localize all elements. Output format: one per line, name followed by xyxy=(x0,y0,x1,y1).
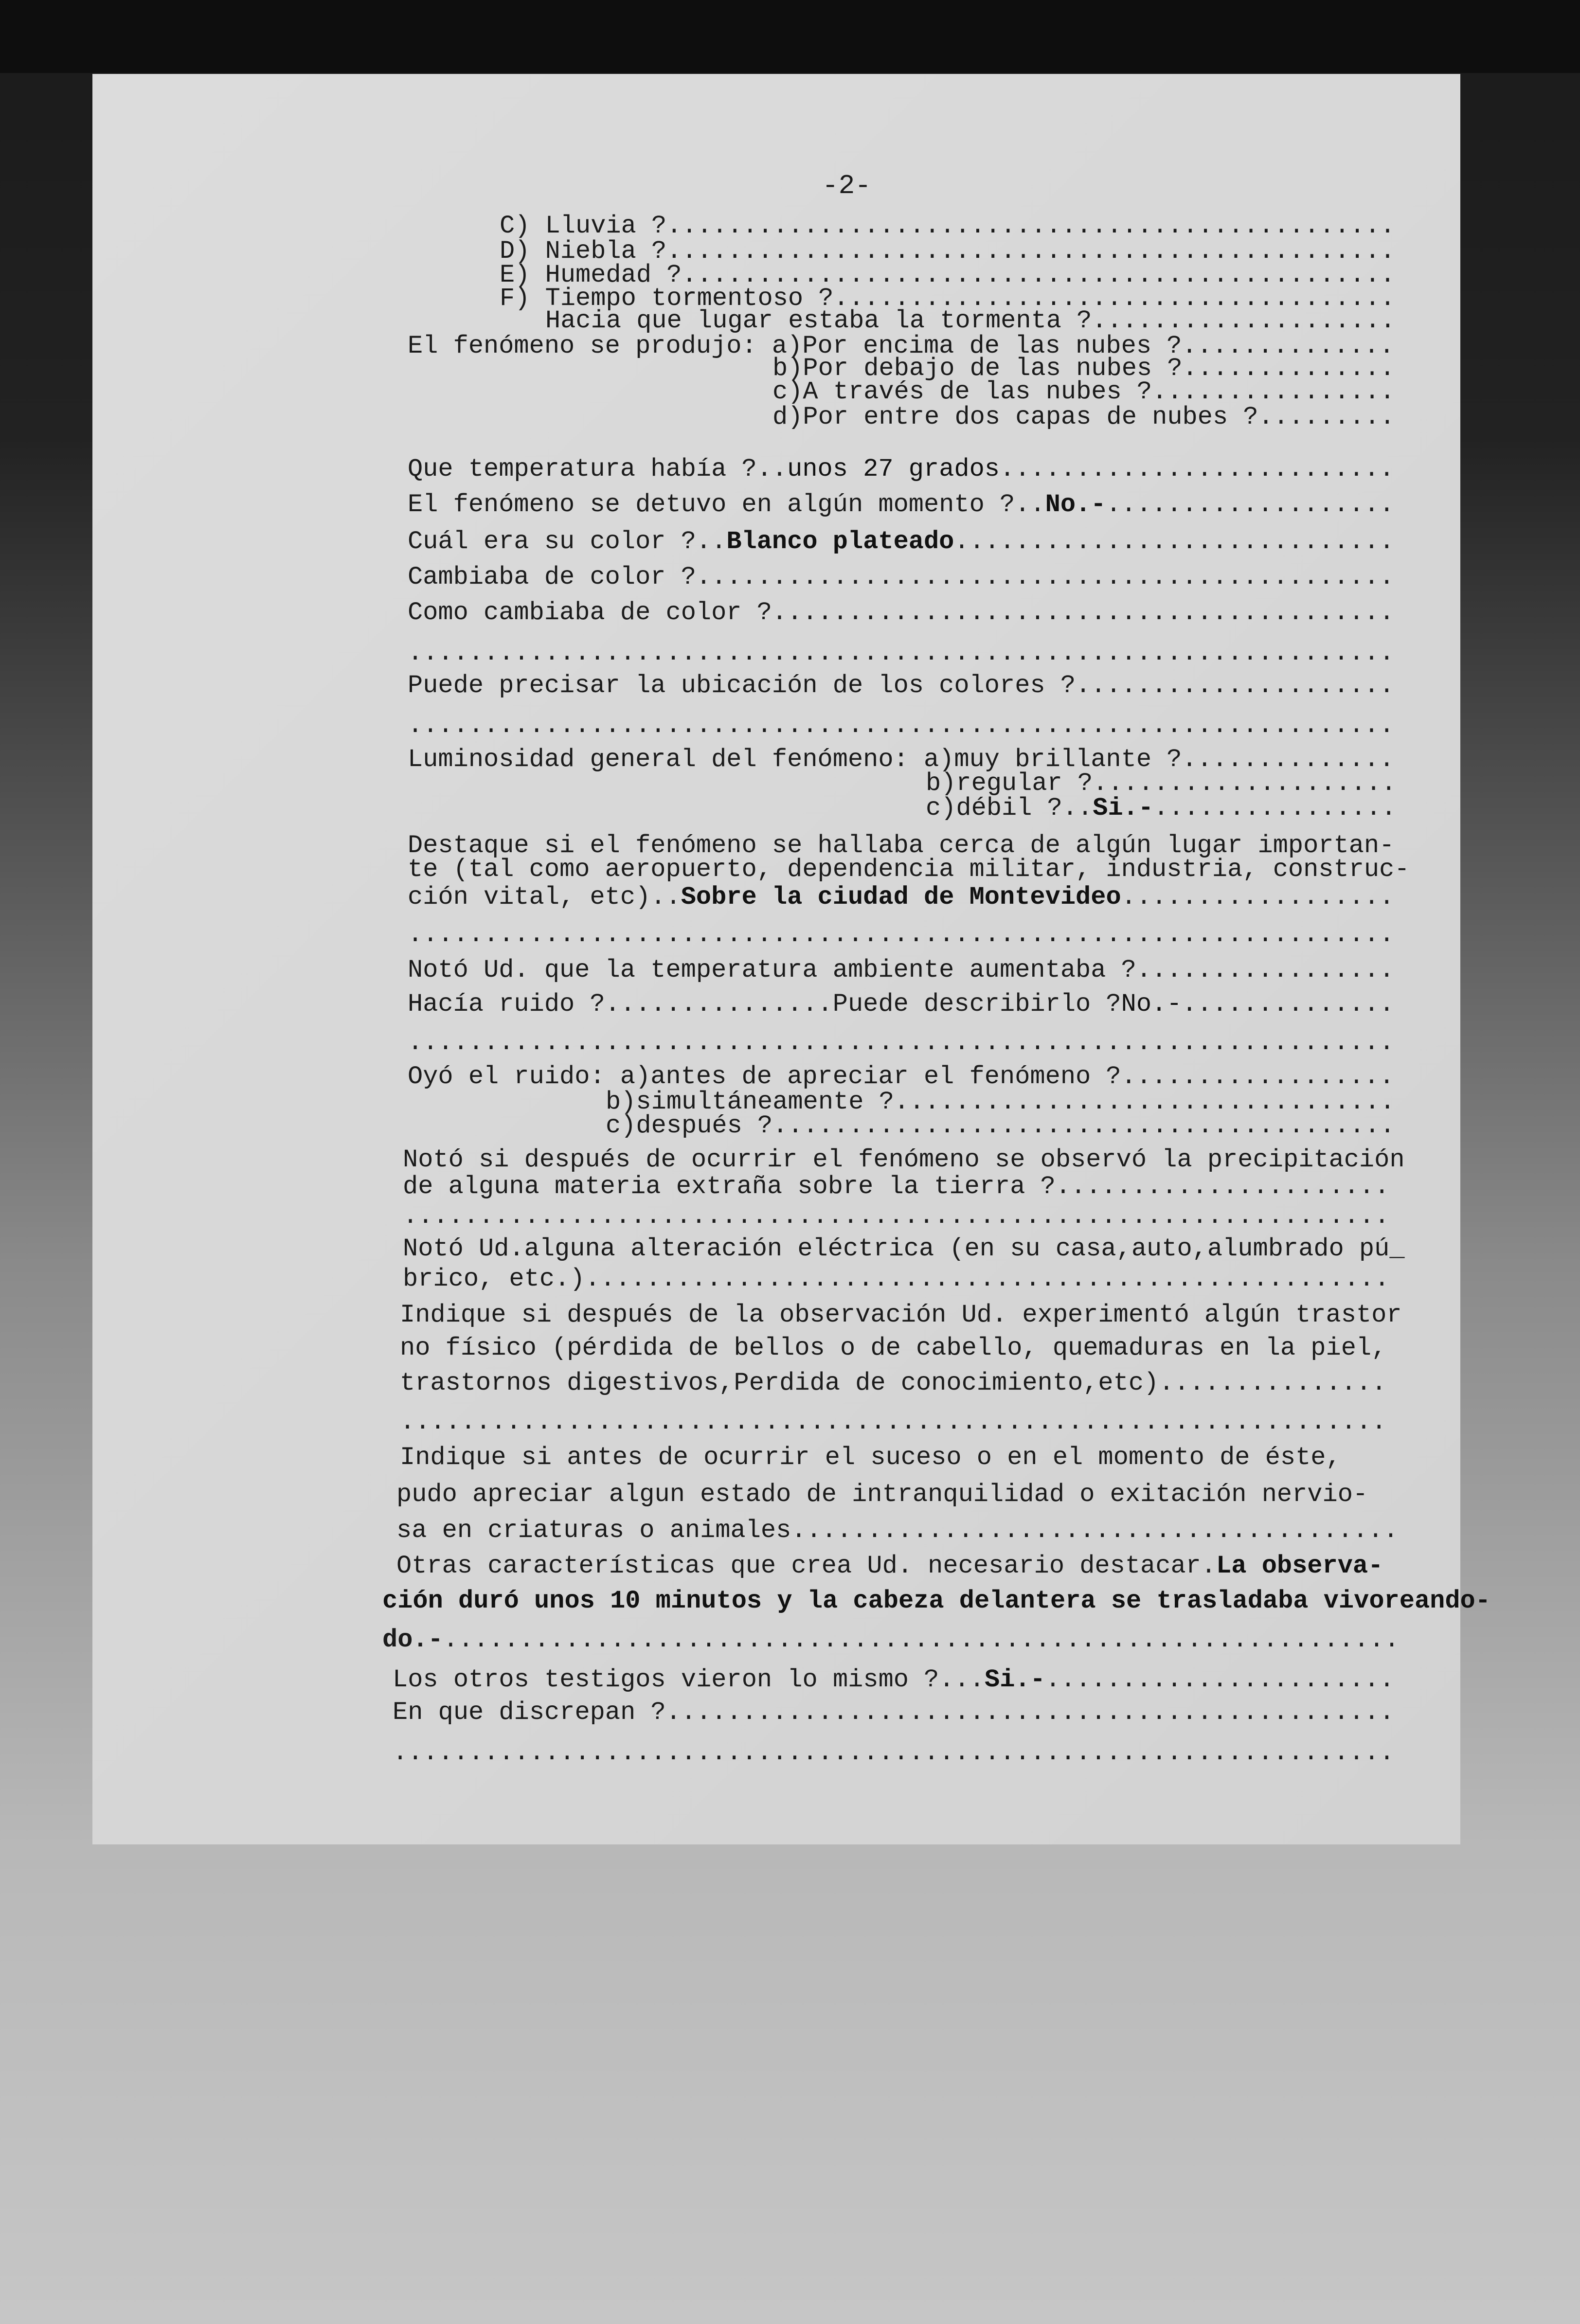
question-electrica-cont: brico, etc.) ..... xyxy=(403,1265,1393,1294)
answer-testigos: Si.- xyxy=(985,1665,1045,1694)
answer-otras: La observa- xyxy=(1216,1552,1383,1580)
answer-se-detuvo: No.- xyxy=(1045,490,1106,519)
question-discrepan: En que discrepan ? ..... xyxy=(393,1698,1393,1727)
answer-otras-end-line: do.- ..... xyxy=(382,1626,1393,1655)
question-animales-cont: pudo apreciar algun estado de intranquilidad o exitación nervio- xyxy=(396,1480,1368,1509)
answer-ruido: No.- xyxy=(1121,990,1182,1019)
answer-color: Blanco plateado xyxy=(726,527,954,556)
question-temperatura-ambiente: Notó Ud. que la temperatura ambiente aumentaba ? ..... xyxy=(408,956,1393,985)
answer-otras-cont: ción duró unos 10 minutos y la cabeza delantera se trasladaba vivoreando- xyxy=(382,1587,1490,1615)
page-number: -2- xyxy=(822,170,871,201)
dotted-line xyxy=(408,920,1393,949)
dotted-line xyxy=(408,711,1393,740)
question-temperatura: Que temperatura había ?.. unos 27 grados ..... xyxy=(408,455,1393,484)
answer-debil: Si.- xyxy=(1093,794,1154,822)
question-hacia-tormenta: Hacia que lugar estaba la tormenta ? ..... xyxy=(545,306,1393,336)
question-se-detuvo: El fenómeno se detuvo en algún momento ?.. No.- ..... xyxy=(408,490,1393,519)
question-ruido: Hacía ruido ?...............Puede describirlo ? No.- ..... xyxy=(408,990,1393,1019)
question-animales: Indique si antes de ocurrir el suceso o en el momento de éste, xyxy=(400,1443,1341,1472)
option-debil: c)débil ?.. Si.- ..... xyxy=(926,794,1393,823)
question-trastorno: Indique si después de la observación Ud. experimentó algún trastor xyxy=(400,1301,1402,1329)
question-destaque-end: ción vital, etc).. Sobre la ciudad de Montevideo ..... xyxy=(408,883,1393,912)
option-despues: c)después ? ..... xyxy=(606,1111,1393,1141)
option-traves-nubes: c)A través de las nubes ? ..... xyxy=(772,377,1393,407)
dotted-line xyxy=(400,1408,1385,1437)
question-cambiaba-color: Cambiaba de color ? ..... xyxy=(408,563,1393,592)
question-electrica: Notó Ud.alguna alteración eléctrica (en su casa,auto,alumbrado pú_ xyxy=(403,1234,1405,1263)
question-destaque-cont: te (tal como aeropuerto, dependencia militar, industria, construc- xyxy=(408,855,1410,884)
dotted-line xyxy=(403,1202,1393,1231)
option-simultaneamente: b)simultáneamente ? ..... xyxy=(606,1088,1393,1117)
question-lluvia: C) Lluvia ? ..... xyxy=(500,212,1393,241)
dotted-line xyxy=(408,639,1393,668)
question-testigos: Los otros testigos vieron lo mismo ?... Si.- ..... xyxy=(393,1665,1393,1695)
question-precipitacion-cont: de alguna materia extraña sobre la tierra ? ..... xyxy=(403,1172,1393,1201)
question-tiempo-tormentoso: F) Tiempo tormentoso ? ..... xyxy=(500,284,1393,313)
option-regular: b)regular ? ..... xyxy=(926,769,1393,798)
question-color: Cuál era su color ?.. Blanco plateado ..... xyxy=(408,527,1393,556)
question-precipitacion: Notó si después de ocurrir el fenómeno se observó la precipitación xyxy=(403,1145,1405,1174)
option-entre-capas: d)Por entre dos capas de nubes ? ..... xyxy=(772,403,1393,432)
question-oyo-ruido: Oyó el ruido: a)antes de apreciar el fenómeno ? ..... xyxy=(408,1062,1393,1091)
dotted-line xyxy=(393,1738,1393,1768)
dotted-line xyxy=(408,1028,1393,1057)
question-se-produjo: El fenómeno se produjo: a)Por encima de las nubes ? ..... xyxy=(408,332,1393,361)
question-trastorno-cont: no físico (pérdida de bellos o de cabello, quemaduras en la piel, xyxy=(400,1334,1387,1362)
answer-lugar: Sobre la ciudad de Montevideo xyxy=(681,883,1121,912)
question-animales-end: sa en criaturas o animales ..... xyxy=(396,1516,1393,1545)
question-trastorno-end: trastornos digestivos,Perdida de conocimiento,etc) ..... xyxy=(400,1369,1385,1398)
film-border xyxy=(0,0,1580,73)
question-luminosidad: Luminosidad general del fenómeno: a)muy brillante ? ..... xyxy=(408,745,1393,774)
question-como-cambiaba: Como cambiaba de color ? ..... xyxy=(408,598,1393,627)
question-destaque: Destaque si el fenómeno se hallaba cerca de algún lugar importan- xyxy=(408,831,1395,860)
question-ubicacion-colores: Puede precisar la ubicación de los colores ? ..... xyxy=(408,671,1393,700)
option-debajo-nubes: b)Por debajo de las nubes ? ..... xyxy=(772,354,1393,383)
question-humedad: E) Humedad ? ..... xyxy=(500,261,1393,290)
question-otras: Otras características que crea Ud. necesario destacar. La observa- xyxy=(396,1552,1383,1580)
question-niebla: D) Niebla ? ..... xyxy=(500,237,1393,266)
answer-temperatura: unos 27 grados xyxy=(787,455,1000,483)
